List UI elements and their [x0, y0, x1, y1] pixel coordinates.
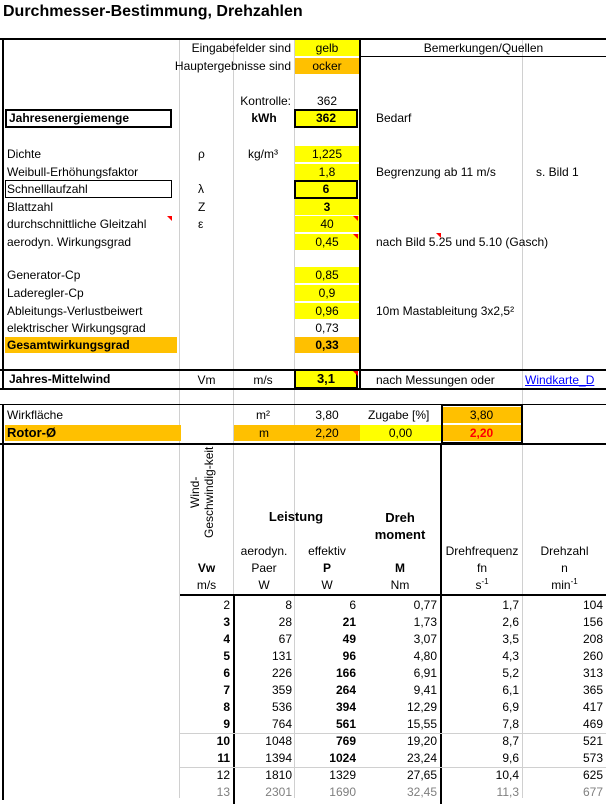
left-border-lower — [2, 404, 4, 800]
table-cell-vw: 7 — [223, 683, 230, 697]
table-cell-n: 313 — [582, 666, 603, 680]
table-cell-m: 32,45 — [406, 785, 437, 799]
table-cell-paer: 1810 — [265, 768, 292, 782]
table-cell-p: 49 — [342, 632, 356, 646]
table-cell-n: 573 — [582, 751, 603, 765]
mittelwind-symbol: Vm — [197, 373, 216, 387]
kontrolle-label: Kontrolle: — [240, 94, 291, 108]
comment-marker[interactable] — [353, 216, 358, 221]
table-cell-n: 260 — [582, 649, 603, 663]
sub-effektiv: effektiv — [308, 544, 346, 558]
table-cell-paer: 1048 — [265, 734, 292, 748]
dichte-unit: kg/m³ — [248, 147, 278, 161]
rotor-bottom-line — [0, 443, 606, 445]
rotor-value: 2,20 — [294, 425, 360, 441]
rotor-unit: m — [234, 425, 294, 441]
sub-drehzahl: Drehzahl — [540, 544, 589, 558]
unit-fn-base: s — [475, 578, 482, 592]
leistung-header: Leistung — [268, 509, 324, 524]
left-border — [2, 38, 4, 390]
dichte-input[interactable]: 1,225 — [295, 146, 359, 162]
table-cell-p: 769 — [335, 734, 356, 748]
unit-n — [523, 577, 606, 593]
legend-result-label: Hauptergebnisse sind — [174, 59, 291, 73]
table-cell-fn: 6,1 — [502, 683, 519, 697]
weibull-note: Begrenzung ab 11 m/s — [376, 165, 496, 179]
jahresenergie-input[interactable]: 362 — [294, 109, 358, 128]
unit-paer: W — [258, 578, 270, 592]
table-cell-vw: 9 — [223, 717, 230, 731]
table-cell-fn: 8,7 — [502, 734, 519, 748]
table-cell-p: 6 — [349, 598, 356, 612]
table-cell-p: 561 — [335, 717, 356, 731]
table-cell-n: 365 — [582, 683, 603, 697]
table-cell-vw: 2 — [223, 598, 230, 612]
mittelwind-note: nach Messungen oder — [376, 373, 495, 387]
dreh-header: Dreh moment — [374, 510, 426, 542]
elektrisch-value: 0,73 — [315, 321, 339, 335]
rotor-label: Rotor-Ø — [5, 425, 181, 441]
comment-marker[interactable] — [353, 234, 358, 239]
ableitung-note: 10m Mastableitung 3x2,5² — [376, 304, 515, 318]
table-cell-fn: 7,8 — [502, 717, 519, 731]
sym-vw: Vw — [197, 561, 216, 575]
table-cell-n: 625 — [582, 768, 603, 782]
table-cell-n: 156 — [582, 615, 603, 629]
page-title: Durchmesser-Bestimmung, Drehzahlen — [3, 3, 303, 20]
sym-n: n — [561, 561, 568, 575]
gesamt-value: 0,33 — [295, 337, 359, 353]
rotor-zugabe-input[interactable]: 0,00 — [360, 425, 441, 441]
table-cell-p: 1024 — [329, 751, 356, 765]
schnelllauf-symbol: λ — [198, 182, 204, 196]
table-cell-paer: 67 — [278, 632, 292, 646]
legend-input-label: Eingabefelder sind — [191, 41, 291, 55]
legend-result-color: ocker — [295, 58, 359, 74]
table-cell-m: 3,07 — [413, 632, 437, 646]
dichte-label: Dichte — [7, 147, 42, 161]
table-cell-paer: 359 — [271, 683, 292, 697]
table-cell-p: 264 — [335, 683, 356, 697]
table-cell-n: 677 — [582, 785, 603, 799]
table-cell-vw: 6 — [223, 666, 230, 680]
result-box — [441, 404, 523, 444]
weibull-label: Weibull-Erhöhungsfaktor — [7, 165, 139, 179]
table-cell-paer: 2301 — [265, 785, 292, 799]
table-cell-n: 417 — [582, 700, 603, 714]
table-cell-m: 0,77 — [413, 598, 437, 612]
sub-aerodyn: aerodyn. — [240, 544, 288, 558]
table-cell-fn: 5,2 — [502, 666, 519, 680]
table-cell-m: 6,91 — [413, 666, 437, 680]
gleitzahl-label: durchschnittliche Gleitzahl — [7, 217, 147, 231]
remarks-header: Bemerkungen/Quellen — [423, 41, 544, 55]
ableitung-label: Ableitungs-Verlustbeiwert — [7, 304, 143, 318]
sym-m: M — [395, 561, 405, 575]
table-cell-n: 469 — [582, 717, 603, 731]
table-cell-vw: 8 — [223, 700, 230, 714]
remarks-header-underline — [360, 56, 606, 57]
sym-fn: fn — [476, 561, 487, 575]
table-cell-m: 9,41 — [413, 683, 437, 697]
laderegler-input[interactable]: 0,9 — [295, 285, 359, 301]
unit-fn — [442, 577, 522, 593]
table-cell-paer: 1394 — [265, 751, 292, 765]
unit-n-exp: -1 — [570, 577, 578, 586]
unit-p: W — [321, 578, 333, 592]
generator-label: Generator-Cp — [7, 268, 81, 282]
aerodyn-label: aerodyn. Wirkungsgrad — [7, 235, 132, 249]
table-cell-paer: 764 — [271, 717, 292, 731]
wirkflaeche-unit: m² — [256, 408, 270, 422]
table-divider-mid — [440, 444, 442, 804]
table-cell-paer: 131 — [271, 649, 292, 663]
table-cell-vw: 12 — [216, 768, 230, 782]
table-cell-fn: 9,6 — [502, 751, 519, 765]
sub-drehfrequenz: Drehfrequenz — [445, 544, 519, 558]
table-cell-vw: 13 — [216, 785, 230, 799]
generator-input[interactable]: 0,85 — [295, 267, 359, 283]
jahresenergie-label: Jahresenergiemenge — [9, 111, 130, 125]
table-cell-m: 1,73 — [413, 615, 437, 629]
wirkflaeche-value: 3,80 — [315, 408, 339, 422]
table-cell-n: 104 — [582, 598, 603, 612]
dichte-symbol: ρ — [198, 147, 205, 161]
jahresenergie-note: Bedarf — [376, 111, 412, 125]
table-cell-paer: 8 — [285, 598, 292, 612]
aerodyn-input[interactable]: 0,45 — [295, 234, 359, 250]
comment-marker[interactable] — [436, 233, 441, 238]
table-cell-n: 521 — [582, 734, 603, 748]
table-cell-m: 23,24 — [406, 751, 437, 765]
sym-p: P — [322, 561, 331, 575]
table-cell-paer: 226 — [271, 666, 292, 680]
table-cell-m: 4,80 — [413, 649, 437, 663]
table-cell-vw: 4 — [223, 632, 230, 646]
weibull-note2: s. Bild 1 — [536, 165, 579, 179]
table-cell-vw: 5 — [223, 649, 230, 663]
remarks-header-box — [359, 38, 606, 390]
blattzahl-symbol: Z — [198, 200, 206, 214]
legend-input-color: gelb — [295, 40, 359, 56]
zugabe-label: Zugabe [%] — [368, 408, 430, 422]
table-cell-m: 27,65 — [406, 768, 437, 782]
schnelllauf-input[interactable]: 6 — [294, 180, 358, 199]
kontrolle-value: 362 — [316, 94, 338, 108]
blattzahl-input[interactable]: 3 — [295, 199, 359, 215]
table-divider-left — [233, 594, 235, 804]
jahresenergie-unit: kWh — [251, 111, 277, 125]
table-cell-p: 96 — [342, 649, 356, 663]
unit-vw: m/s — [196, 578, 217, 592]
table-cell-p: 394 — [335, 700, 356, 714]
unit-fn-exp: -1 — [481, 577, 489, 586]
table-cell-p: 1329 — [329, 768, 356, 782]
unit-m: Nm — [390, 578, 410, 592]
table-cell-vw: 3 — [223, 615, 230, 629]
wirkflaeche-label: Wirkfläche — [7, 408, 64, 422]
table-cell-m: 15,55 — [406, 717, 437, 731]
table-cell-vw: 11 — [217, 751, 230, 765]
elektrisch-label: elektrischer Wirkungsgrad — [7, 321, 146, 335]
table-cell-p: 166 — [335, 666, 356, 680]
table-cell-fn: 6,9 — [502, 700, 519, 714]
mittelwind-unit: m/s — [253, 373, 273, 387]
comment-marker[interactable] — [353, 371, 358, 376]
sym-paer: Paer — [251, 561, 277, 575]
rotor-result: 2,20 — [442, 425, 521, 441]
gleitzahl-symbol: ε — [198, 217, 204, 231]
table-cell-m: 12,29 — [406, 700, 437, 714]
table-cell-n: 208 — [582, 632, 603, 646]
mittelwind-label: Jahres-Mittelwind — [9, 372, 111, 386]
table-cell-fn: 2,6 — [502, 615, 519, 629]
table-cell-fn: 1,7 — [502, 598, 519, 612]
unit-n-base: min — [551, 578, 571, 592]
table-cell-fn: 10,4 — [495, 768, 519, 782]
table-cell-vw: 10 — [216, 734, 230, 748]
table-cell-fn: 4,3 — [502, 649, 519, 663]
table-cell-fn: 3,5 — [502, 632, 519, 646]
laderegler-label: Laderegler-Cp — [7, 286, 84, 300]
blattzahl-label: Blattzahl — [7, 200, 54, 214]
table-cell-paer: 536 — [271, 700, 292, 714]
table-cell-p: 21 — [342, 615, 356, 629]
table-cell-paer: 28 — [278, 615, 292, 629]
mittelwind-input[interactable]: 3,1 — [294, 369, 358, 389]
table-header-bottom — [180, 594, 606, 596]
wind-header: Wind-Geschwindig-keit — [188, 446, 216, 538]
gleitzahl-input[interactable]: 40 — [295, 216, 359, 232]
table-cell-p: 1690 — [329, 785, 356, 799]
table-cell-fn: 11,3 — [496, 785, 519, 799]
wirkflaeche-result: 3,80 — [442, 407, 521, 423]
weibull-input[interactable]: 1,8 — [295, 164, 359, 180]
comment-marker[interactable] — [167, 216, 172, 221]
table-cell-m: 19,20 — [406, 734, 437, 748]
windkarte-link[interactable]: Windkarte_D — [525, 373, 595, 387]
ableitung-input[interactable]: 0,96 — [295, 303, 359, 319]
aerodyn-note: nach Bild 5.25 und 5.10 (Gasch) — [376, 235, 549, 249]
schnelllauf-label: Schnelllaufzahl — [7, 182, 88, 196]
gesamt-label: Gesamtwirkungsgrad — [5, 337, 177, 353]
